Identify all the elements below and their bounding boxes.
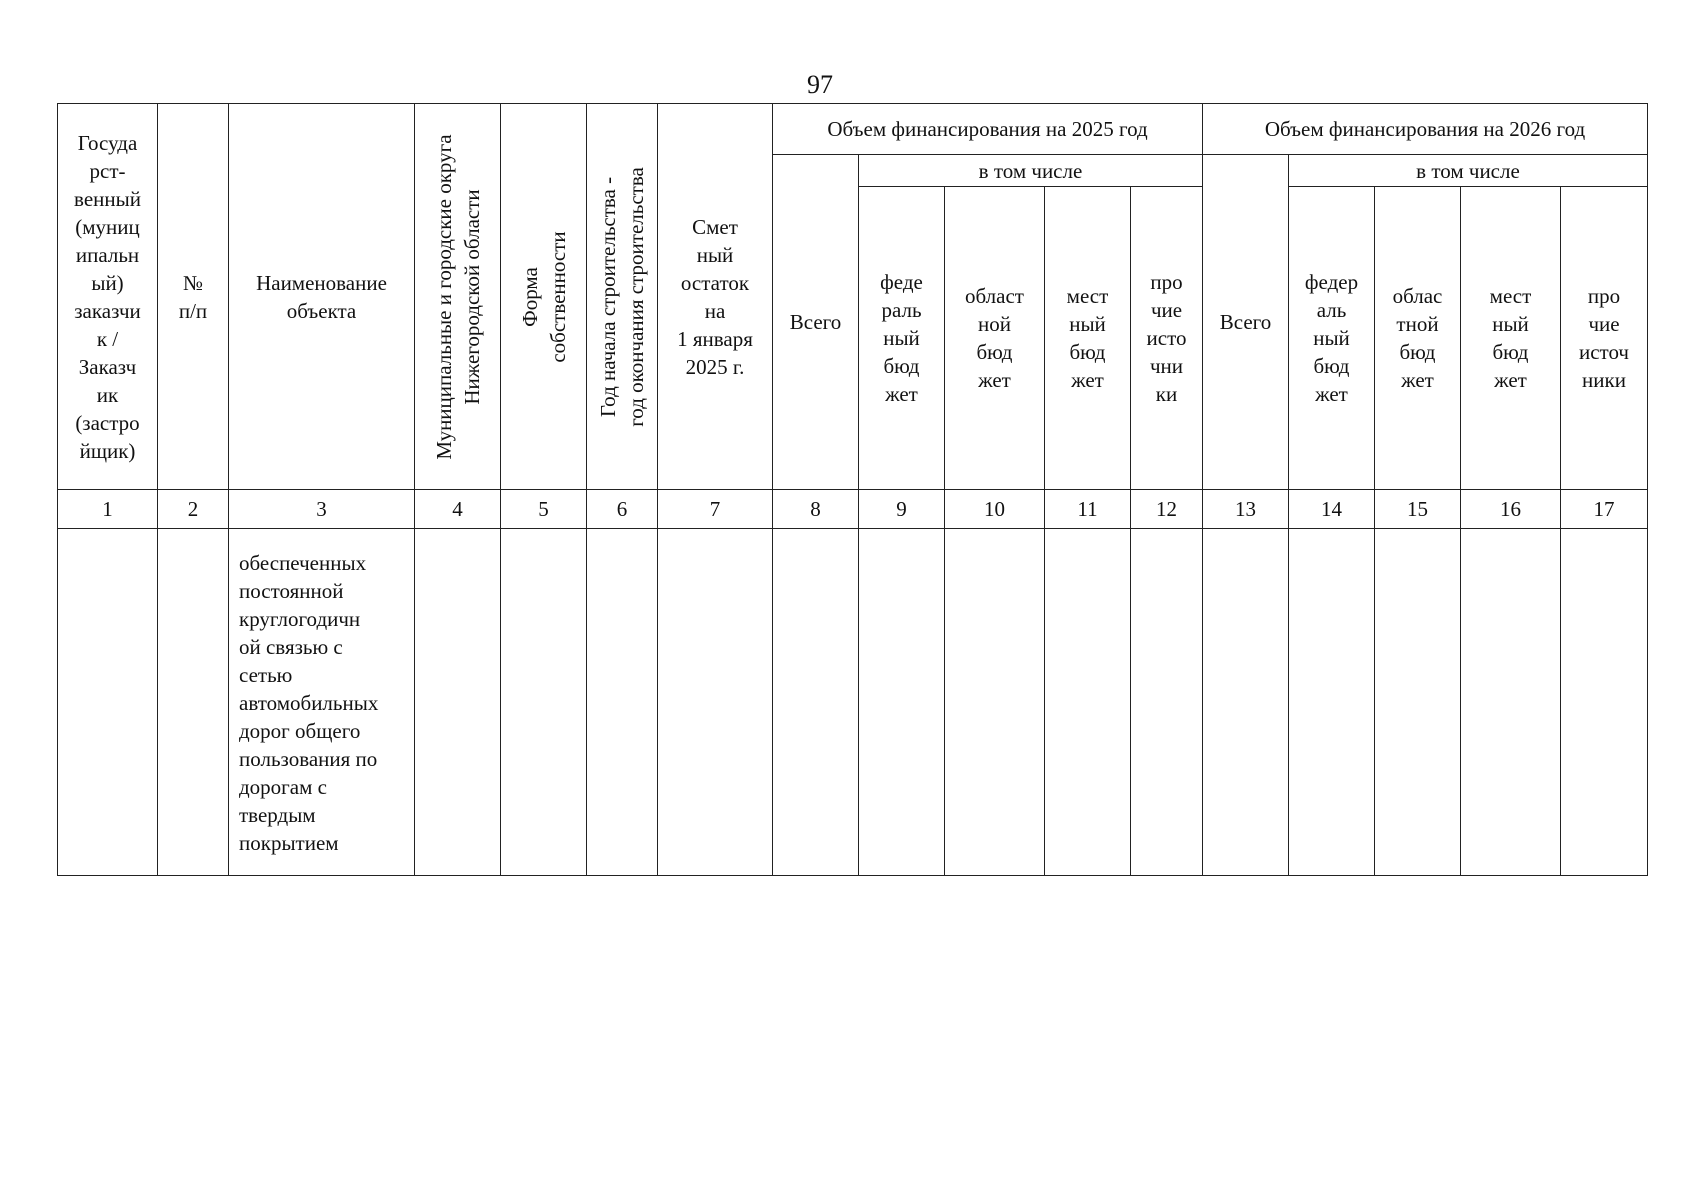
header-estimate-balance: Смет ный остаток на 1 января 2025 г. xyxy=(658,104,773,490)
cell-number xyxy=(158,529,229,876)
column-number: 5 xyxy=(501,490,587,529)
column-number: 3 xyxy=(229,490,415,529)
cell-local-2026 xyxy=(1461,529,1561,876)
header-including-2026: в том числе xyxy=(1289,155,1648,187)
column-number: 1 xyxy=(58,490,158,529)
header-other-2025: про чие исто чни ки xyxy=(1131,187,1203,490)
column-number: 12 xyxy=(1131,490,1203,529)
cell-estimate-balance xyxy=(658,529,773,876)
header-including-2025: в том числе xyxy=(859,155,1203,187)
column-number: 4 xyxy=(415,490,501,529)
header-regional-2026: облас тной бюд жет xyxy=(1375,187,1461,490)
cell-customer xyxy=(58,529,158,876)
column-number: 11 xyxy=(1045,490,1131,529)
cell-object-name: обеспеченных постоянной круглогодичн ой связью с сетью автомобильных дорог общего пользования по дорогам с твердым покрытием xyxy=(229,529,415,876)
header-federal-2026: федер аль ный бюд жет xyxy=(1289,187,1375,490)
column-number: 2 xyxy=(158,490,229,529)
column-number-row xyxy=(58,490,1648,529)
cell-regional-2026 xyxy=(1375,529,1461,876)
header-number: № п/п xyxy=(158,104,229,490)
header-federal-2025: феде раль ный бюд жет xyxy=(859,187,945,490)
table-row xyxy=(58,529,1648,876)
cell-total-2025 xyxy=(773,529,859,876)
cell-federal-2025 xyxy=(859,529,945,876)
cell-other-2025 xyxy=(1131,529,1203,876)
column-number: 13 xyxy=(1203,490,1289,529)
cell-ownership xyxy=(501,529,587,876)
page-number: 97 xyxy=(807,70,833,99)
header-object-name: Наименование объекта xyxy=(229,104,415,490)
header-ownership: Форма собственности xyxy=(501,104,587,490)
cell-regional-2025 xyxy=(945,529,1045,876)
cell-federal-2026 xyxy=(1289,529,1375,876)
financing-table xyxy=(57,103,1648,876)
header-construction-years: Год начала строительства - год окончания строительства xyxy=(587,104,658,490)
column-number: 7 xyxy=(658,490,773,529)
column-number: 6 xyxy=(587,490,658,529)
column-number: 14 xyxy=(1289,490,1375,529)
cell-other-2026 xyxy=(1561,529,1648,876)
column-number: 16 xyxy=(1461,490,1561,529)
header-local-2026: мест ный бюд жет xyxy=(1461,187,1561,490)
header-total-2025: Всего xyxy=(773,155,859,490)
header-customer: Госуда рст- венный (муниц ипальн ый) заказчи к / Заказч ик (застро йщик) xyxy=(58,104,158,490)
cell-construction-years xyxy=(587,529,658,876)
header-municipal: Муниципальные и городские округа Нижегородской области xyxy=(415,104,501,490)
header-funding-2025: Объем финансирования на 2025 год xyxy=(773,104,1203,155)
cell-total-2026 xyxy=(1203,529,1289,876)
header-other-2026: про чие источ ники xyxy=(1561,187,1648,490)
column-number: 8 xyxy=(773,490,859,529)
header-regional-2025: област ной бюд жет xyxy=(945,187,1045,490)
header-total-2026: Всего xyxy=(1203,155,1289,490)
header-funding-2026: Объем финансирования на 2026 год xyxy=(1203,104,1648,155)
cell-local-2025 xyxy=(1045,529,1131,876)
column-number: 17 xyxy=(1561,490,1648,529)
cell-municipal xyxy=(415,529,501,876)
column-number: 10 xyxy=(945,490,1045,529)
header-local-2025: мест ный бюд жет xyxy=(1045,187,1131,490)
column-number: 15 xyxy=(1375,490,1461,529)
column-number: 9 xyxy=(859,490,945,529)
